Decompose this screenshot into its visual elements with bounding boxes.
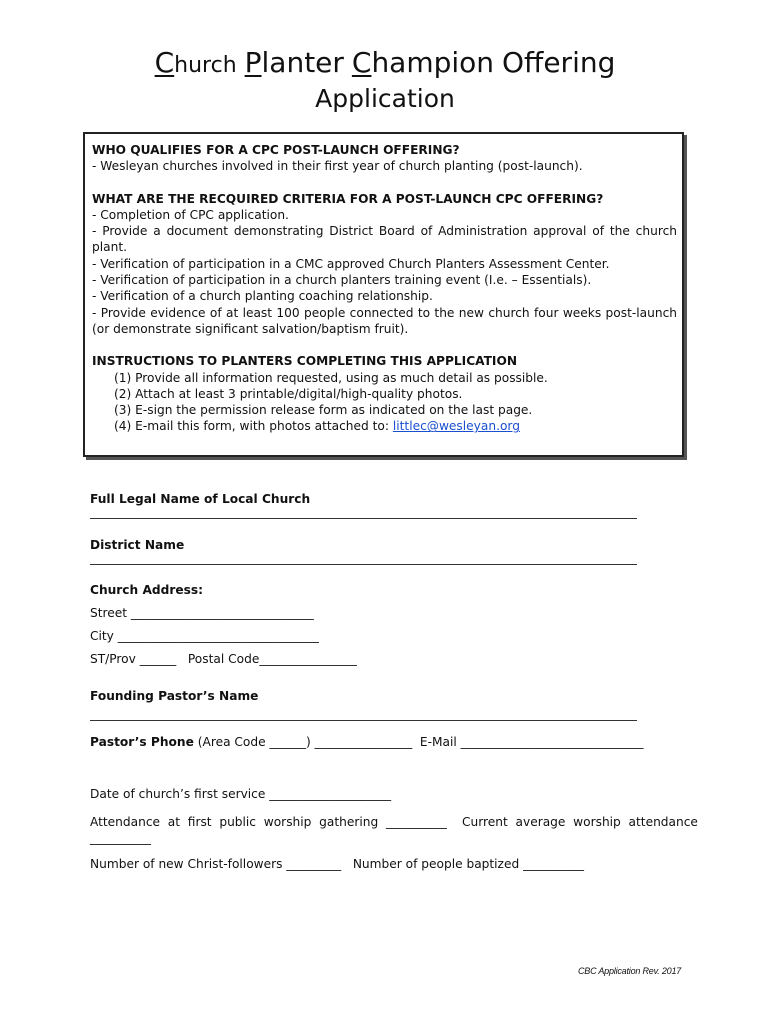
criteria-item: - Provide evidence of at least 100 people connected to the new church four weeks post-launch (or demonstrate significant salvation/baptism fruit).	[92, 305, 677, 336]
church-name-field[interactable]	[90, 518, 637, 519]
info-box	[83, 132, 684, 457]
criteria-item: - Completion of CPC application.	[92, 207, 289, 222]
pastor-name-field[interactable]	[90, 720, 637, 721]
document-subtitle: Application	[315, 84, 455, 113]
criteria-item: - Verification of participation in a church planters training event (I.e. – Essentials).	[92, 273, 592, 288]
phone-email-row[interactable]: Pastor’s Phone (Area Code ______) ________________ E-Mail ______________________________	[90, 735, 644, 749]
address-label: Church Address:	[90, 583, 203, 597]
q1-heading: WHO QUALIFIES FOR A CPC POST-LAUNCH OFFERING?	[92, 143, 460, 157]
criteria-item: - Verification of a church planting coaching relationship.	[92, 289, 433, 304]
attendance-current-field[interactable]: __________	[90, 831, 151, 845]
stprov-postal-field[interactable]: ST/Prov ______ Postal Code________________	[90, 652, 357, 666]
instructions-heading: INSTRUCTIONS TO PLANTERS COMPLETING THIS APPLICATION	[92, 354, 518, 369]
title-word-4: Offering	[502, 46, 616, 79]
phone-label: Pastor’s Phone	[90, 735, 194, 749]
instruction-item: (3) E-sign the permission release form as indicated on the last page.	[114, 403, 533, 418]
title-word-1: Church	[154, 46, 237, 79]
district-label: District Name	[90, 538, 185, 552]
street-field[interactable]: Street ______________________________	[90, 606, 314, 620]
city-field[interactable]: City _________________________________	[90, 629, 319, 643]
church-name-label: Full Legal Name of Local Church	[90, 492, 311, 506]
footer-revision: CBC Application Rev. 2017	[578, 966, 682, 976]
criteria-item: - Provide a document demonstrating District Board of Administration approval of the church plant.	[92, 224, 677, 255]
instruction-item: (2) Attach at least 3 printable/digital/high-quality photos.	[114, 386, 463, 401]
attendance-current-label: Current average worship attendance	[462, 815, 698, 829]
attendance-first-field[interactable]: Attendance at first public worship gathering __________	[90, 815, 447, 829]
first-service-field[interactable]: Date of church’s first service ____________________	[90, 787, 392, 801]
district-field[interactable]	[90, 564, 637, 565]
instruction-item: (1) Provide all information requested, using as much detail as possible.	[114, 370, 548, 385]
title-word-3: Champion	[351, 46, 495, 79]
email-link[interactable]: littlec@wesleyan.org	[392, 419, 520, 434]
title-word-2: Planter	[244, 46, 344, 79]
christ-followers-baptized-row[interactable]: Number of new Christ-followers _________ Number of people baptized __________	[90, 857, 585, 871]
instruction-item: (4) E-mail this form, with photos attached to: littlec@wesleyan.org	[114, 419, 520, 434]
q2-heading: WHAT ARE THE RECQUIRED CRITERIA FOR A POST-LAUNCH CPC OFFERING?	[92, 191, 604, 206]
pastor-name-label: Founding Pastor’s Name	[90, 689, 259, 703]
q1-answer: - Wesleyan churches involved in their first year of church planting (post-launch).	[92, 159, 583, 174]
criteria-item: - Verification of participation in a CMC approved Church Planters Assessment Center.	[92, 256, 610, 271]
document-title	[0, 48, 770, 81]
